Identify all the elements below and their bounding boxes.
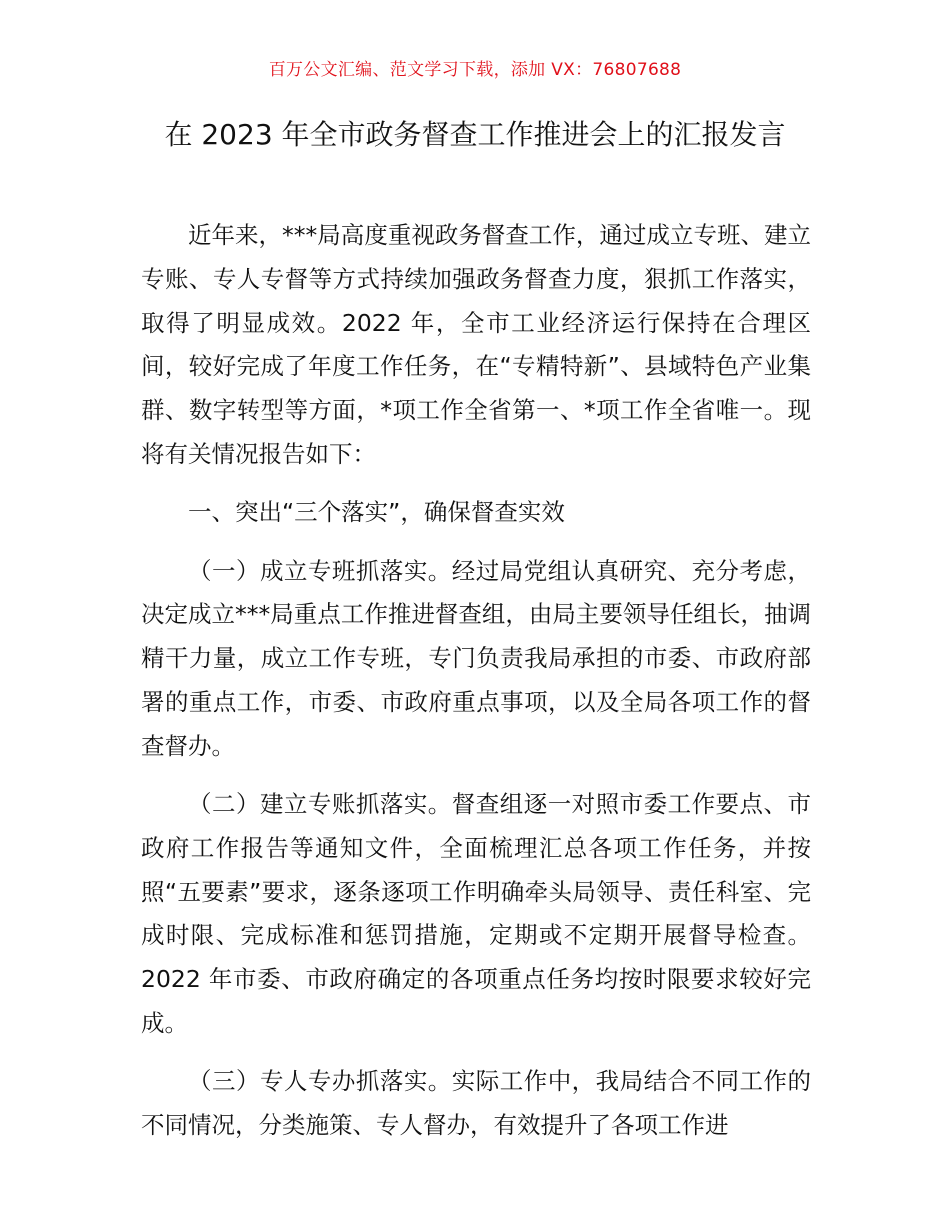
section-heading-1: 一、突出“三个落实”，确保督查实效 bbox=[188, 498, 565, 527]
header-watermark: 百万公文汇编、范文学习下载，添加 VX：76807688 bbox=[268, 60, 682, 80]
paragraph-intro: 近年来，***局高度重视政务督查工作，通过成立专班、建立专账、专人专督等方式持续加强政务督查力度，狠抓工作落实，取得了明显成效。2022 年，全市工业经济运行保持在合理区间，较好完成了年度工作任务，在“专精特新”、县域特色产业集群、数字转型等方面，*项工作全省第一、*项工作全省唯一。现将有关情况报告如下： bbox=[141, 221, 811, 468]
paragraph-item-2: （二）建立专账抓落实。督查组逐一对照市委工作要点、市政府工作报告等通知文件，全面梳理汇总各项工作任务，并按照“五要素”要求，逐条逐项工作明确牵头局领导、责任科室、完成时限、完成标准和惩罚措施，定期或不定期开展督导检查。2022 年市委、市政府确定的各项重点任务均按时限要求较好完成。 bbox=[141, 790, 811, 1038]
document-body bbox=[141, 214, 811, 1148]
paragraph-item-1: （一）成立专班抓落实。经过局党组认真研究、充分考虑，决定成立***局重点工作推进督查组，由局主要领导任组长，抽调精干力量，成立工作专班，专门负责我局承担的市委、市政府部署的重点工作，市委、市政府重点事项，以及全局各项工作的督查督办。 bbox=[141, 556, 811, 760]
document-title: 在 2023 年全市政务督查工作推进会上的汇报发言 bbox=[164, 118, 786, 151]
paragraph-item-3: （三）专人专办抓落实。实际工作中，我局结合不同工作的不同情况，分类施策、专人督办，有效提升了各项工作进 bbox=[141, 1067, 811, 1140]
